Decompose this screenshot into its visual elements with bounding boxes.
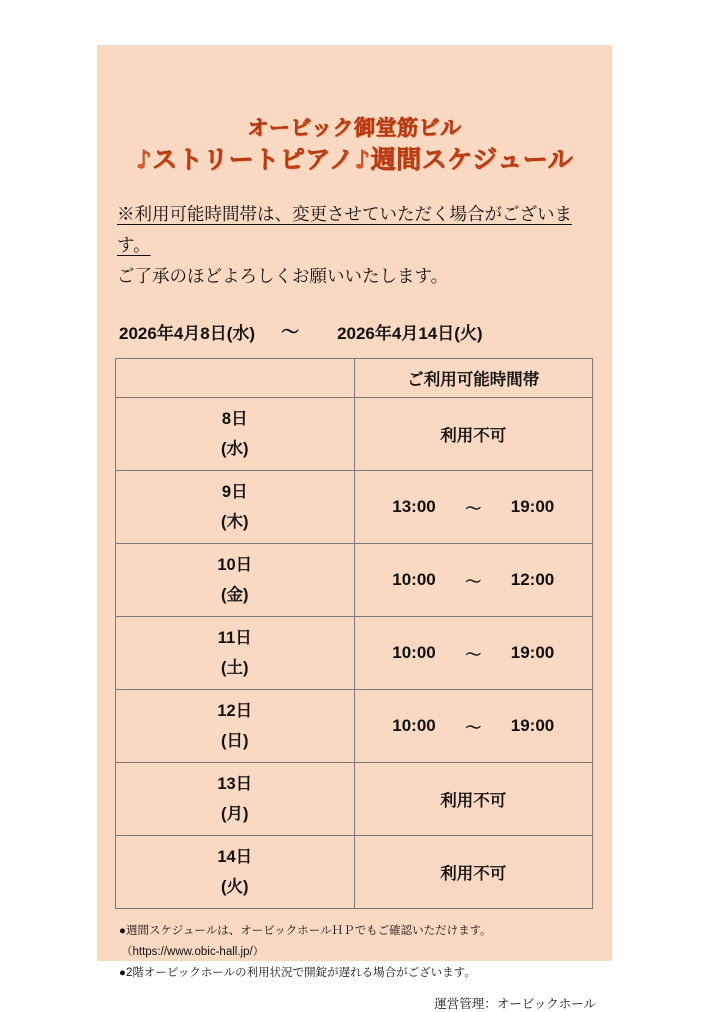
title-line-2: ♪ストリートピアノ♪週間スケジュール — [135, 145, 574, 174]
notice-line-2: ご了承のほどよろしくお願いいたします。 — [117, 266, 449, 286]
schedule-poster — [97, 45, 612, 1011]
status-cell: 利用不可 — [354, 763, 593, 836]
day-number: 12日 — [217, 702, 253, 720]
time-end: 19:00 — [510, 716, 555, 735]
status-cell: 利用不可 — [354, 398, 593, 471]
day-cell — [116, 836, 355, 909]
table-row — [116, 471, 593, 544]
time-end: 12:00 — [510, 570, 555, 589]
day-weekday: (金) — [221, 586, 249, 604]
date-range — [97, 318, 612, 344]
day-number: 8日 — [221, 410, 248, 428]
time-separator: ～ — [465, 573, 482, 591]
date-range-from: 2026年4月8日(水) — [119, 323, 256, 343]
day-weekday: (火) — [221, 878, 249, 896]
time-cell — [354, 544, 593, 617]
time-separator: ～ — [465, 646, 482, 664]
day-cell — [116, 471, 355, 544]
day-cell — [116, 763, 355, 836]
table-header-availability: ご利用可能時間帯 — [354, 359, 593, 398]
day-number: 10日 — [217, 556, 253, 574]
notice-line-1: ※利用可能時間帯は、変更させていただく場合がございます。 — [117, 204, 572, 255]
day-number: 13日 — [217, 775, 253, 793]
time-separator: ～ — [465, 719, 482, 737]
date-range-separator: ～ — [281, 322, 300, 342]
day-cell — [116, 398, 355, 471]
day-weekday: (土) — [221, 659, 249, 677]
day-number: 11日 — [217, 629, 252, 647]
schedule-table — [115, 358, 593, 909]
table-row — [116, 690, 593, 763]
time-cell — [354, 471, 593, 544]
time-start: 13:00 — [392, 497, 436, 516]
day-weekday: (月) — [221, 805, 249, 823]
day-number: 9日 — [221, 483, 248, 501]
time-end: 19:00 — [510, 643, 555, 662]
status-cell: 利用不可 — [354, 836, 593, 909]
table-row — [116, 617, 593, 690]
table-header-row — [116, 359, 593, 398]
time-separator: ～ — [465, 500, 482, 518]
day-number: 14日 — [217, 848, 253, 866]
time-cell — [354, 690, 593, 763]
time-start: 10:00 — [392, 716, 436, 735]
footnotes — [97, 921, 612, 984]
footnote-url: （https://www.obic-hall.jp/） — [121, 946, 265, 958]
table-row — [116, 836, 593, 909]
table-row — [116, 763, 593, 836]
day-cell — [116, 544, 355, 617]
time-end: 19:00 — [510, 497, 555, 516]
footnote-1: ●週間スケジュールは、オービックホールＨＰでもご確認いただけます。 — [119, 925, 492, 937]
day-weekday: (日) — [221, 732, 249, 750]
date-range-to: 2026年4月14日(火) — [337, 323, 483, 343]
day-cell — [116, 617, 355, 690]
notice-text — [97, 199, 612, 292]
time-start: 10:00 — [392, 570, 436, 589]
admin-line: 運営管理：オービックホール — [434, 997, 596, 1011]
table-row — [116, 544, 593, 617]
footnote-2: ●2階オービックホールの利用状況で開錠が遅れる場合がございます。 — [119, 967, 476, 979]
table-row — [116, 398, 593, 471]
poster-title — [97, 45, 612, 177]
day-cell — [116, 690, 355, 763]
time-cell — [354, 617, 593, 690]
title-line-1: オービック御堂筋ビル — [247, 116, 462, 140]
time-start: 10:00 — [392, 643, 436, 662]
day-weekday: (水) — [221, 440, 249, 458]
table-header-blank — [116, 359, 355, 398]
day-weekday: (木) — [221, 513, 249, 531]
